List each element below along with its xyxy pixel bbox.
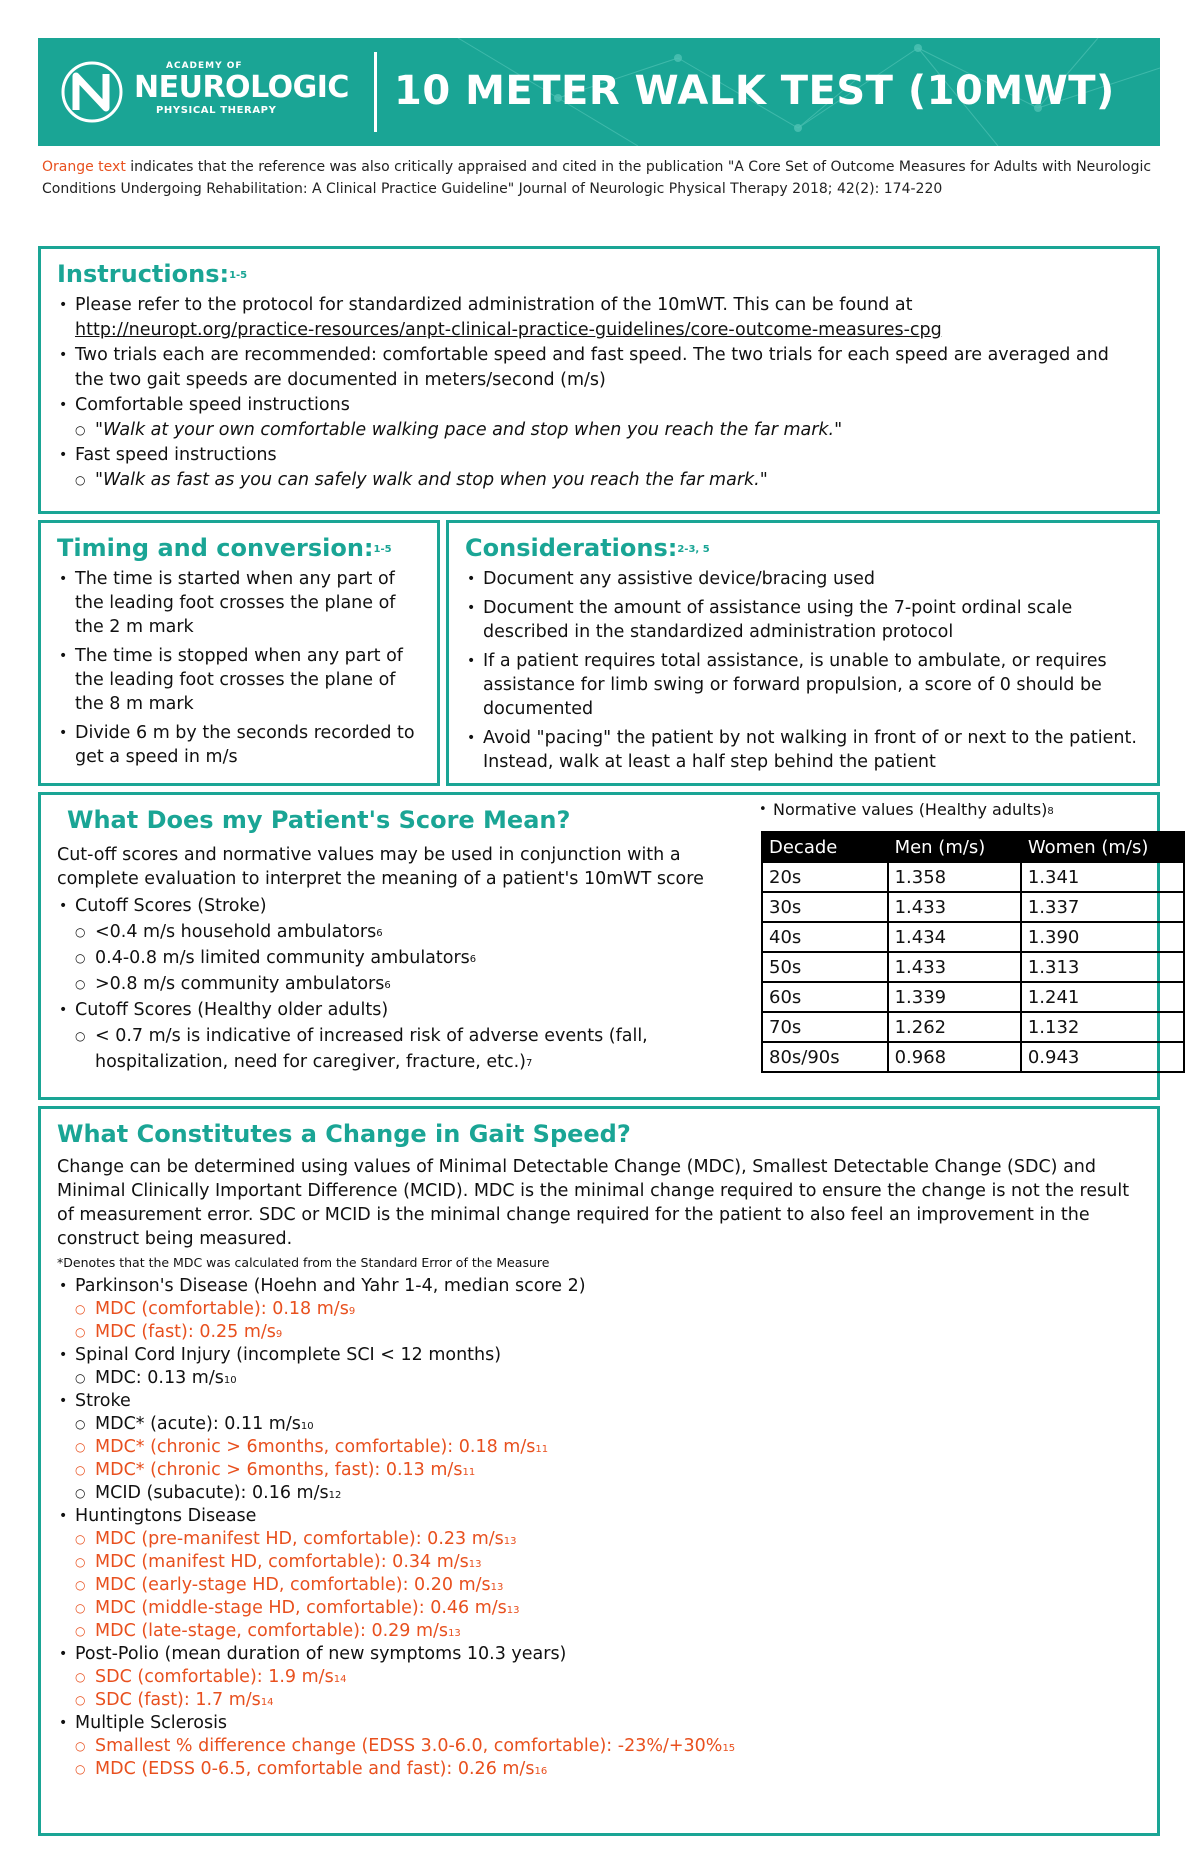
table-row bbox=[762, 892, 1184, 922]
score-meaning-box bbox=[38, 792, 1160, 1100]
table-row bbox=[762, 1042, 1184, 1072]
page-title: 10 METER WALK TEST (10MWT) bbox=[394, 68, 1115, 114]
list-item: • Comfortable speed instructions bbox=[57, 393, 1143, 418]
ref-sup: 13 bbox=[448, 1628, 461, 1639]
list-item: • Document any assistive device/bracing used bbox=[465, 567, 1145, 591]
table-cell: 1.433 bbox=[888, 892, 1021, 922]
table-row bbox=[762, 862, 1184, 892]
list-item: • Cutoff Scores (Healthy older adults) bbox=[57, 997, 737, 1023]
list-sub-item bbox=[57, 1321, 1143, 1344]
score-intro: Cut-off scores and normative values may be used in conjunction with a complete evaluation to interpret the meaning of a patient's 10mWT score bbox=[57, 845, 704, 889]
list-item: • Huntingtons Disease bbox=[57, 1505, 1143, 1528]
list-sub-item bbox=[57, 1413, 1143, 1436]
ref-sup: 14 bbox=[260, 1697, 274, 1708]
list-item: • Avoid "pacing" the patient by not walking in front of or next to the patient. Instead, walk at least a half step behind the patient bbox=[465, 726, 1145, 774]
table-cell: 80s/90s bbox=[762, 1042, 888, 1072]
ref-sup: 10 bbox=[300, 1421, 314, 1432]
cutoff-text: 0.4-0.8 m/s limited community ambulators bbox=[95, 948, 470, 968]
mdc-text: MDC (late-stage, comfortable): 0.29 m/s bbox=[95, 1621, 449, 1641]
gait-speed-change-box bbox=[38, 1106, 1160, 1836]
list-sub-item bbox=[57, 1689, 1143, 1712]
mdc-text: MDC (fast): 0.25 m/s bbox=[95, 1322, 276, 1342]
note-text: indicates that the reference was also critically appraised and cited in the publication "A Core Set of Outcome Measures for Adults with Neurologic Conditions Undergoing Rehabilitation: A Clinical Practice Guideline" Journal of Neurologic Physical Therapy 2018; 42(2): 174-220 bbox=[42, 159, 1152, 197]
table-cell: 1.241 bbox=[1021, 982, 1184, 1012]
list-sub-item bbox=[57, 1758, 1143, 1781]
list-item: • Fast speed instructions bbox=[57, 443, 1143, 468]
logo-line-1: ACADEMY OF bbox=[166, 61, 243, 71]
ref-sup: 7 bbox=[526, 1058, 533, 1069]
cutoff-text: <0.4 m/s household ambulators bbox=[95, 922, 377, 942]
considerations-title: Considerations: bbox=[465, 534, 678, 562]
change-heading: What Constitutes a Change in Gait Speed? bbox=[57, 1120, 631, 1148]
table-row bbox=[762, 922, 1184, 952]
list-item: • Document the amount of assistance using the 7-point ordinal scale described in the standardized administration protocol bbox=[465, 596, 1145, 644]
cutoff-text: < 0.7 m/s is indicative of increased risk of adverse events (fall, hospitalization, need for caregiver, fracture, etc.) bbox=[95, 1026, 648, 1072]
mdc-text: MDC: 0.13 m/s bbox=[95, 1368, 224, 1388]
list-sub-item bbox=[57, 1436, 1143, 1459]
table-header-cell: Decade bbox=[762, 832, 888, 862]
logo-line-2: NEUROLOGIC bbox=[134, 70, 349, 105]
ref-sup: 16 bbox=[534, 1766, 548, 1777]
list-item: • Cutoff Scores (Stroke) bbox=[57, 893, 737, 919]
mdc-text: MDC* (chronic > 6months, comfortable): 0.18 m/s bbox=[95, 1437, 536, 1457]
change-intro: Change can be determined using values of Minimal Detectable Change (MDC), Smallest Detectable Change (SDC) and Minimal Clinically Important Difference (MCID). MDC is the minimal change required to ensure the change is not the result of measurement error. SDC or MCID is the minimal change required for the patient to also feel an improvement in the construct being measured. bbox=[57, 1157, 1130, 1249]
list-item: • Post-Polio (mean duration of new symptoms 10.3 years) bbox=[57, 1643, 1143, 1666]
considerations-box bbox=[446, 520, 1160, 786]
protocol-link[interactable]: http://neuropt.org/practice-resources/anpt-clinical-practice-guidelines/core-outcome-measures-cpg bbox=[75, 320, 942, 340]
list-sub-item bbox=[57, 1666, 1143, 1689]
list-item: • Spinal Cord Injury (incomplete SCI < 12 months) bbox=[57, 1344, 1143, 1367]
table-cell: 30s bbox=[762, 892, 888, 922]
mdc-text: MDC (early-stage HD, comfortable): 0.20 m/s bbox=[95, 1575, 491, 1595]
ref-sup: 15 bbox=[722, 1743, 736, 1754]
list-sub-item bbox=[57, 945, 737, 971]
mdc-text: MDC (pre-manifest HD, comfortable): 0.23 m/s bbox=[95, 1529, 504, 1549]
mdc-footnote: *Denotes that the MDC was calculated from the Standard Error of the Measure bbox=[57, 1255, 550, 1270]
normative-values-table bbox=[761, 831, 1185, 1073]
timing-heading bbox=[57, 533, 425, 563]
list-item: • Two trials each are recommended: comfortable speed and fast speed. The two trials for each speed are averaged and the two gait speeds are documented in meters/second (m/s) bbox=[57, 343, 1143, 393]
considerations-ref: 2-3, 5 bbox=[677, 544, 710, 555]
list-sub-item bbox=[57, 1298, 1143, 1321]
table-cell: 0.943 bbox=[1021, 1042, 1184, 1072]
table-row bbox=[762, 952, 1184, 982]
timing-ref: 1-5 bbox=[373, 544, 392, 555]
table-cell: 20s bbox=[762, 862, 888, 892]
banner-divider bbox=[374, 52, 377, 132]
ref-sup: 9 bbox=[275, 1329, 283, 1340]
table-cell: 1.132 bbox=[1021, 1012, 1184, 1042]
table-cell: 0.968 bbox=[888, 1042, 1021, 1072]
list-sub-item bbox=[57, 1459, 1143, 1482]
mdc-text: Smallest % difference change (EDSS 3.0-6.0, comfortable): -23%/+30% bbox=[95, 1736, 723, 1756]
note-orange-label: Orange text bbox=[42, 159, 126, 175]
list-sub-item bbox=[57, 1735, 1143, 1758]
ref-sup: 13 bbox=[503, 1536, 517, 1547]
list-sub-item bbox=[57, 1597, 1143, 1620]
ref-sup: 9 bbox=[348, 1306, 356, 1317]
list-sub-item: ○ "Walk as fast as you can safely walk and stop when you reach the far mark." bbox=[57, 468, 1143, 493]
ref-sup: 10 bbox=[223, 1375, 237, 1386]
score-right-column bbox=[723, 799, 1149, 1073]
list-sub-item bbox=[57, 1482, 1143, 1505]
mdc-text: MDC* (acute): 0.11 m/s bbox=[95, 1414, 301, 1434]
timing-box bbox=[38, 520, 440, 786]
table-cell: 60s bbox=[762, 982, 888, 1012]
table-cell: 1.434 bbox=[888, 922, 1021, 952]
list-sub-item bbox=[57, 1367, 1143, 1390]
table-header-cell: Men (m/s) bbox=[888, 832, 1021, 862]
mdc-text: SDC (fast): 1.7 m/s bbox=[95, 1690, 261, 1710]
citation-note bbox=[42, 156, 1157, 200]
mdc-text: MCID (subacute): 0.16 m/s bbox=[95, 1483, 329, 1503]
list-sub-item bbox=[57, 1528, 1143, 1551]
score-heading: What Does my Patient's Score Mean? bbox=[67, 806, 571, 834]
mdc-text: MDC (comfortable): 0.18 m/s bbox=[95, 1299, 349, 1319]
table-header-cell: Women (m/s) bbox=[1021, 832, 1184, 862]
list-sub-item bbox=[57, 1574, 1143, 1597]
cutoff-text: >0.8 m/s community ambulators bbox=[95, 974, 385, 994]
table-cell: 1.339 bbox=[888, 982, 1021, 1012]
mdc-text: MDC (EDSS 0-6.5, comfortable and fast): 0.26 m/s bbox=[95, 1759, 535, 1779]
list-item: • Divide 6 m by the seconds recorded to get a speed in m/s bbox=[57, 721, 425, 769]
table-cell: 70s bbox=[762, 1012, 888, 1042]
table-cell: 1.358 bbox=[888, 862, 1021, 892]
mdc-text: MDC* (chronic > 6months, fast): 0.13 m/s bbox=[95, 1460, 463, 1480]
ref-sup: 13 bbox=[506, 1605, 520, 1616]
ref-sup: 11 bbox=[535, 1444, 549, 1455]
ref-sup: 12 bbox=[328, 1490, 342, 1501]
table-cell: 1.313 bbox=[1021, 952, 1184, 982]
table-header-row bbox=[762, 832, 1184, 862]
table-cell: 50s bbox=[762, 952, 888, 982]
ref-sup: 13 bbox=[490, 1582, 504, 1593]
list-item: • The time is stopped when any part of the leading foot crosses the plane of the 8 m mark bbox=[57, 644, 425, 716]
ref-sup: 6 bbox=[469, 954, 477, 965]
list-sub-item bbox=[57, 1620, 1143, 1643]
list-item bbox=[57, 293, 1143, 343]
table-cell: 1.262 bbox=[888, 1012, 1021, 1042]
list-sub-item: ○ "Walk at your own comfortable walking pace and stop when you reach the far mark." bbox=[57, 418, 1143, 443]
ref-sup: 6 bbox=[384, 980, 391, 991]
table-row bbox=[762, 1012, 1184, 1042]
table-cell: 40s bbox=[762, 922, 888, 952]
list-sub-item bbox=[57, 971, 737, 997]
normative-label-text: Normative values (Healthy adults) bbox=[773, 800, 1048, 819]
list-item: • Parkinson's Disease (Hoehn and Yahr 1-4, median score 2) bbox=[57, 1275, 1143, 1298]
list-sub-item bbox=[57, 919, 737, 945]
instructions-heading bbox=[57, 259, 1143, 289]
list-sub-item bbox=[57, 1023, 737, 1075]
ref-sup: 6 bbox=[376, 928, 383, 939]
header-banner bbox=[38, 38, 1160, 146]
considerations-heading bbox=[465, 533, 1145, 563]
instructions-item-1: Please refer to the protocol for standardized administration of the 10mWT. This can be found at bbox=[75, 295, 913, 315]
list-item: • Multiple Sclerosis bbox=[57, 1712, 1143, 1735]
ref-sup: 14 bbox=[333, 1674, 347, 1685]
logo-text bbox=[134, 62, 349, 116]
instructions-box bbox=[38, 246, 1160, 514]
table-row bbox=[762, 982, 1184, 1012]
mdc-text: MDC (manifest HD, comfortable): 0.34 m/s bbox=[95, 1552, 469, 1572]
list-sub-item bbox=[57, 1551, 1143, 1574]
logo-line-3: PHYSICAL THERAPY bbox=[156, 105, 277, 116]
normative-label bbox=[723, 799, 1143, 821]
table-cell: 1.337 bbox=[1021, 892, 1184, 922]
table-cell: 1.390 bbox=[1021, 922, 1184, 952]
ref-sup: 11 bbox=[462, 1467, 476, 1478]
list-item: • Stroke bbox=[57, 1390, 1143, 1413]
timing-title: Timing and conversion: bbox=[57, 534, 374, 562]
list-item: • If a patient requires total assistance, is unable to ambulate, or requires assistance for limb swing or forward propulsion, a score of 0 should be documented bbox=[465, 649, 1145, 721]
ref-sup: 8 bbox=[1047, 806, 1054, 817]
mdc-text: SDC (comfortable): 1.9 m/s bbox=[95, 1667, 334, 1687]
score-left-column bbox=[57, 805, 737, 1075]
mdc-text: MDC (middle-stage HD, comfortable): 0.46 m/s bbox=[95, 1598, 507, 1618]
table-cell: 1.433 bbox=[888, 952, 1021, 982]
ref-sup: 13 bbox=[468, 1559, 482, 1570]
table-cell: 1.341 bbox=[1021, 862, 1184, 892]
list-item: • The time is started when any part of the leading foot crosses the plane of the 2 m mark bbox=[57, 567, 425, 639]
instructions-ref: 1-5 bbox=[229, 270, 248, 281]
anpt-logo-icon bbox=[60, 60, 124, 124]
instructions-title: Instructions: bbox=[57, 260, 230, 288]
